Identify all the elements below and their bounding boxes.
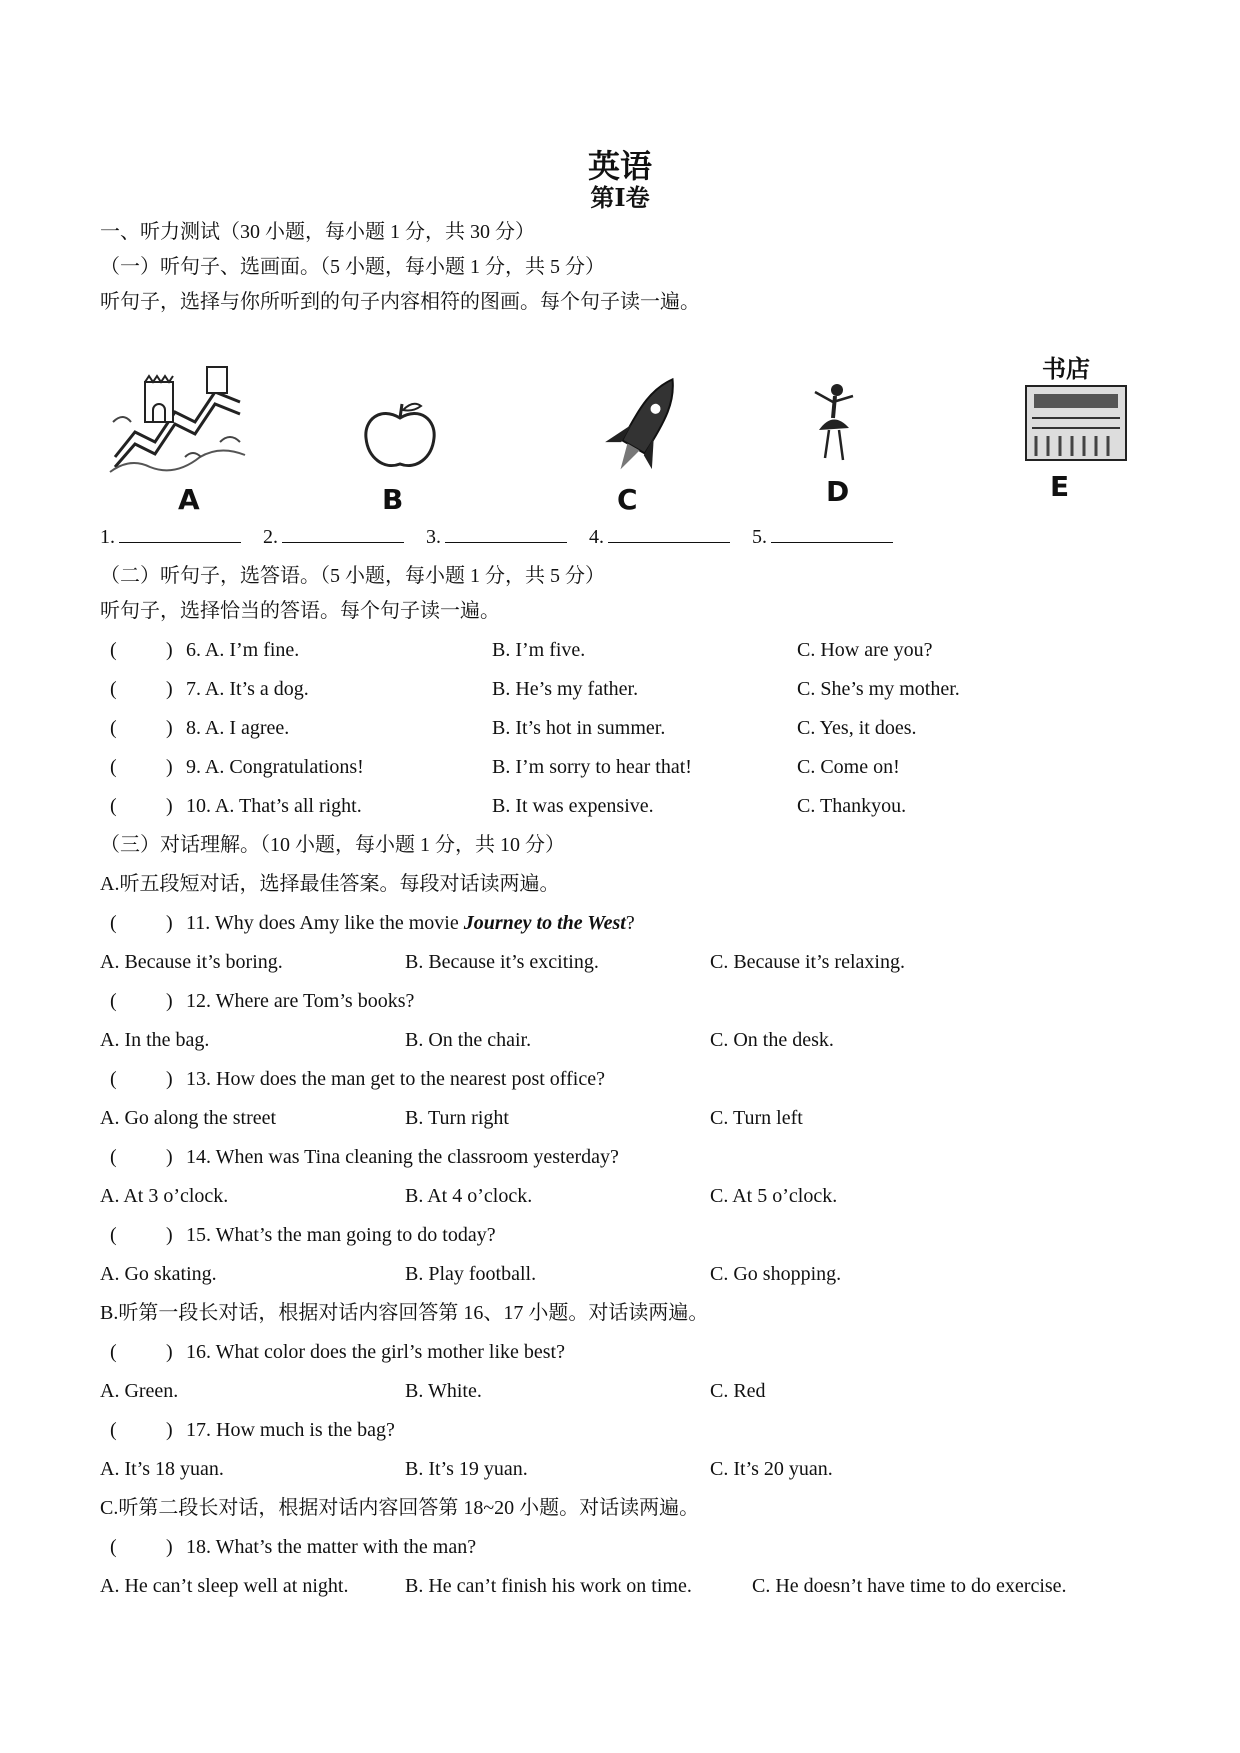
- option-b: B. Because it’s exciting.: [405, 951, 599, 973]
- option-c: C. Go shopping.: [710, 1263, 842, 1285]
- answer-paren-close: ): [166, 717, 173, 739]
- option-c: C. Turn left: [710, 1107, 803, 1129]
- rocket-icon: [600, 370, 690, 485]
- answer-paren-close: ): [166, 1068, 173, 1090]
- answer-paren-open[interactable]: (: [110, 990, 117, 1012]
- sec3-part-b: B.听第一段长对话，根据对话内容回答第 16、17 小题。对话读两遍。: [100, 1302, 709, 1324]
- option-a: A. Go along the street: [100, 1107, 277, 1129]
- option-c: C. He doesn’t have time to do exercise.: [752, 1575, 1067, 1597]
- option-a: A. Because it’s boring.: [100, 951, 283, 973]
- bookstore-sign: 书店: [1042, 355, 1090, 383]
- sec3-part-c: C.听第二段长对话，根据对话内容回答第 18~20 小题。对话读两遍。: [100, 1497, 700, 1519]
- answer-paren-open[interactable]: (: [110, 1224, 117, 1246]
- question-text: 7. A. It’s a dog.: [186, 678, 309, 700]
- sec1-instruction: 听句子，选择与你所听到的句子内容相符的图画。每个句子读一遍。: [100, 291, 700, 313]
- option-b: B. I’m sorry to hear that!: [492, 756, 692, 778]
- answer-paren-close: ): [166, 990, 173, 1012]
- option-b: B. It’s 19 yuan.: [405, 1458, 528, 1480]
- option-a: A. In the bag.: [100, 1029, 210, 1051]
- option-b: B. It was expensive.: [492, 795, 654, 817]
- option-a: A. It’s 18 yuan.: [100, 1458, 224, 1480]
- picture-label-d: D: [826, 475, 850, 508]
- answer-blank-1[interactable]: 1.: [100, 524, 241, 550]
- picture-label-e: E: [1050, 470, 1070, 503]
- question-text: 8. A. I agree.: [186, 717, 290, 739]
- answer-paren-close: ): [166, 756, 173, 778]
- answer-paren-open[interactable]: (: [110, 1419, 117, 1441]
- page-title: 英语: [587, 148, 652, 184]
- option-c: C. It’s 20 yuan.: [710, 1458, 833, 1480]
- option-c: C. Red: [710, 1380, 766, 1402]
- question-11: 11. Why does Amy like the movie Journey to the West?: [186, 912, 635, 934]
- part1-heading: 一、听力测试（30 小题，每小题 1 分，共 30 分）: [100, 221, 535, 243]
- answer-paren-close: ): [166, 795, 173, 817]
- question-18: 18. What’s the matter with the man?: [186, 1536, 477, 1558]
- option-b: B. He’s my father.: [492, 678, 639, 700]
- option-c: C. On the desk.: [710, 1029, 834, 1051]
- answer-blank-4[interactable]: 4.: [589, 524, 730, 550]
- great-wall-icon: [105, 362, 250, 477]
- answer-paren-close: ): [166, 1419, 173, 1441]
- sec3-part-a: A.听五段短对话，选择最佳答案。每段对话读两遍。: [100, 873, 560, 895]
- answer-paren-close: ): [166, 1341, 173, 1363]
- option-b: B. White.: [405, 1380, 482, 1402]
- answer-paren-close: ): [166, 678, 173, 700]
- option-b: B. At 4 o’clock.: [405, 1185, 533, 1207]
- option-c: C. At 5 o’clock.: [710, 1185, 838, 1207]
- question-text: 9. A. Congratulations!: [186, 756, 364, 778]
- option-b: B. I’m five.: [492, 639, 586, 661]
- answer-paren-close: ): [166, 1536, 173, 1558]
- question-14: 14. When was Tina cleaning the classroom yesterday?: [186, 1146, 619, 1168]
- sec3-heading: （三）对话理解。（10 小题，每小题 1 分，共 10 分）: [100, 834, 565, 856]
- sec2-heading: （二）听句子，选答语。（5 小题，每小题 1 分，共 5 分）: [100, 565, 605, 587]
- answer-paren-close: ): [166, 912, 173, 934]
- picture-label-a: A: [178, 483, 200, 516]
- answer-blank-3[interactable]: 3.: [426, 524, 567, 550]
- option-b: B. He can’t finish his work on time.: [405, 1575, 692, 1597]
- page-subtitle: 第Ⅰ卷: [590, 186, 650, 212]
- option-c: C. Thankyou.: [797, 795, 907, 817]
- option-a: A. At 3 o’clock.: [100, 1185, 229, 1207]
- option-a: A. He can’t sleep well at night.: [100, 1575, 349, 1597]
- option-b: B. Turn right: [405, 1107, 509, 1129]
- answer-paren-open[interactable]: (: [110, 1341, 117, 1363]
- option-b: B. Play football.: [405, 1263, 537, 1285]
- answer-paren-open[interactable]: (: [110, 1146, 117, 1168]
- picture-label-c: C: [617, 483, 638, 516]
- question-13: 13. How does the man get to the nearest post office?: [186, 1068, 605, 1090]
- answer-paren-open[interactable]: (: [110, 795, 117, 817]
- picture-label-b: B: [382, 483, 404, 516]
- option-c: C. She’s my mother.: [797, 678, 960, 700]
- answer-paren-close: ): [166, 1146, 173, 1168]
- option-b: B. On the chair.: [405, 1029, 532, 1051]
- answer-paren-open[interactable]: (: [110, 756, 117, 778]
- sec1-heading: （一）听句子、选画面。（5 小题，每小题 1 分，共 5 分）: [100, 256, 605, 278]
- option-c: C. Yes, it does.: [797, 717, 917, 739]
- answer-paren-open[interactable]: (: [110, 1068, 117, 1090]
- option-b: B. It’s hot in summer.: [492, 717, 666, 739]
- question-text: 10. A. That’s all right.: [186, 795, 362, 817]
- option-c: C. How are you?: [797, 639, 933, 661]
- question-16: 16. What color does the girl’s mother like best?: [186, 1341, 565, 1363]
- question-17: 17. How much is the bag?: [186, 1419, 395, 1441]
- option-c: C. Come on!: [797, 756, 900, 778]
- answer-paren-close: ): [166, 639, 173, 661]
- sec2-instruction: 听句子，选择恰当的答语。每个句子读一遍。: [100, 600, 500, 622]
- option-a: A. Go skating.: [100, 1263, 217, 1285]
- question-text: 6. A. I’m fine.: [186, 639, 300, 661]
- question-15: 15. What’s the man going to do today?: [186, 1224, 496, 1246]
- movie-title: Journey to the West: [463, 912, 626, 934]
- option-c: C. Because it’s relaxing.: [710, 951, 905, 973]
- answer-paren-open[interactable]: (: [110, 678, 117, 700]
- answer-blank-5[interactable]: 5.: [752, 524, 893, 550]
- option-a: A. Green.: [100, 1380, 179, 1402]
- answer-blank-2[interactable]: 2.: [263, 524, 404, 550]
- apple-icon: [360, 400, 440, 472]
- answer-paren-close: ): [166, 1224, 173, 1246]
- dancer-icon: [805, 382, 865, 467]
- answer-paren-open[interactable]: (: [110, 639, 117, 661]
- answer-paren-open[interactable]: (: [110, 912, 117, 934]
- answer-paren-open[interactable]: (: [110, 717, 117, 739]
- question-12: 12. Where are Tom’s books?: [186, 990, 415, 1012]
- answer-paren-open[interactable]: (: [110, 1536, 117, 1558]
